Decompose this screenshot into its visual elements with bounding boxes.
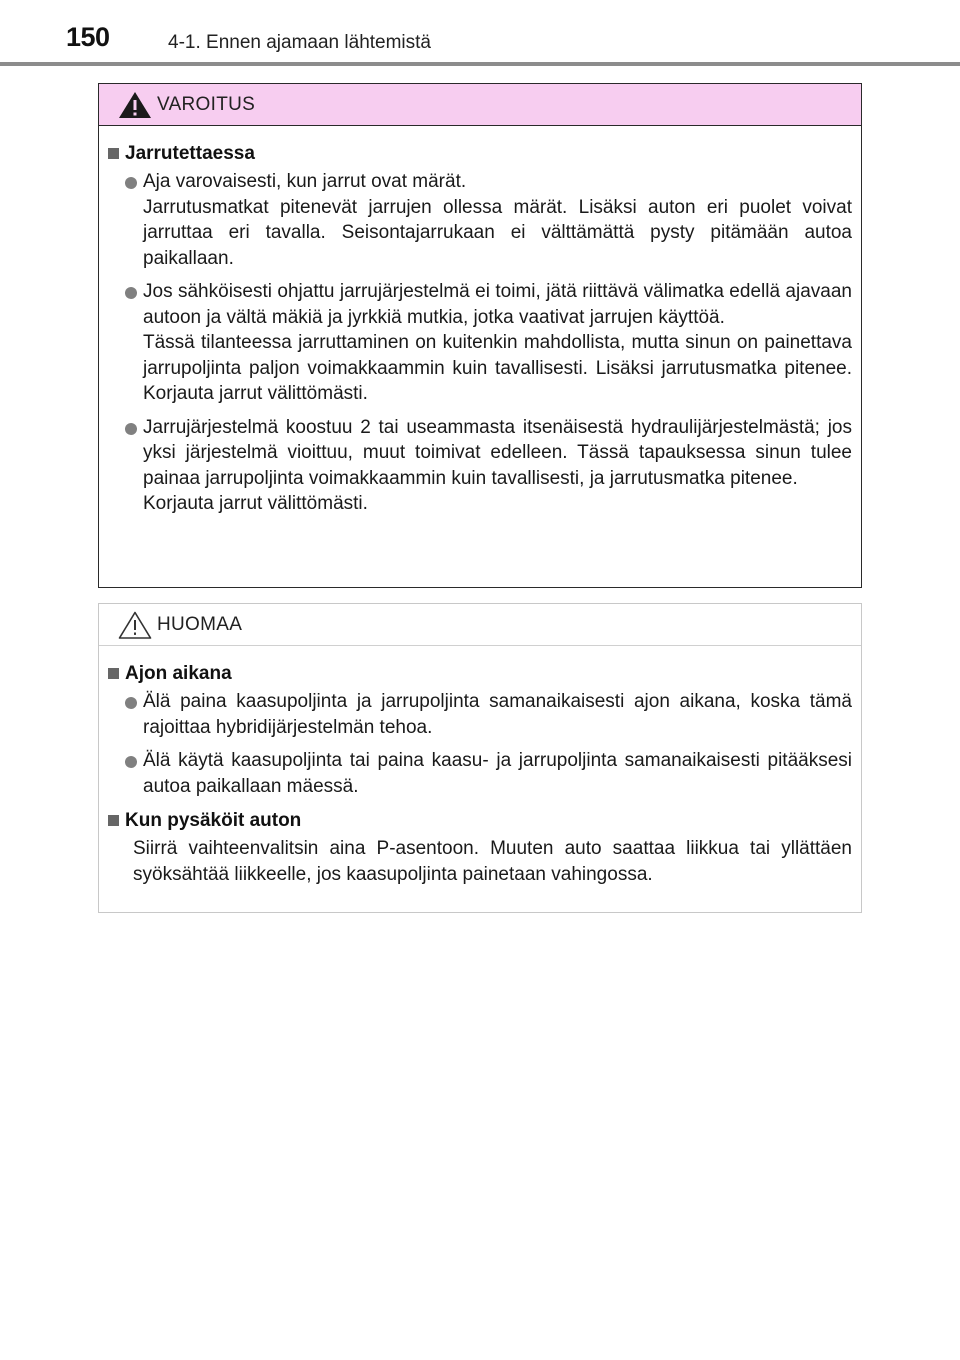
- item-line: Jarrutusmatkat pitenevät jarrujen ollessa märät. Lisäksi auton eri puolet voivat jarruttaa eri tavalla. Seisontajarrukaan ei välttämättä pysty pitämään autoa paikallaan.: [143, 196, 852, 269]
- warning-box: [98, 83, 862, 588]
- item-line: Siirrä vaihteenvalitsin aina P-asentoon. Muuten auto saattaa liikkua tai yllättäen syöksähtää liikkeelle, jos kaasupoljinta painetaan vahingossa.: [133, 838, 852, 885]
- dot-bullet-icon: [125, 287, 137, 299]
- square-bullet-icon: [108, 668, 119, 679]
- section-heading: Kun pysäköit auton: [108, 807, 852, 834]
- item-line: Jarrujärjestelmä koostuu 2 tai useammasta itsenäisestä hydraulijärjestelmästä; jos yksi järjestelmä vioittuu, muut toimivat edelleen. Tässä tapauksessa sinun tulee painaa jarrupoljinta voimakkaammin kuin tavallisesti, ja jarrutusmatka pitenee.: [143, 416, 852, 489]
- section-heading: Ajon aikana: [108, 660, 852, 687]
- dot-bullet-icon: [125, 756, 137, 768]
- item-line: Älä käytä kaasupoljinta tai paina kaasu- ja jarrupoljinta samanaikaisesti pitääksesi autoa paikallaan mäessä.: [143, 750, 852, 797]
- notice-box-header: [99, 604, 861, 646]
- item-line: Jos sähköisesti ohjattu jarrujärjestelmä ei toimi, jätä riittävä välimatka edellä ajavaan autoon ja vältä mäkiä ja jyrkkiä mutkia, jotka vaativat jarrujen käyttöä.: [143, 281, 852, 328]
- section-heading: Jarrutettaessa: [108, 140, 852, 167]
- notice-box: [98, 603, 862, 913]
- notice-box-body: [99, 646, 861, 887]
- list-item: [108, 169, 852, 271]
- page-header: [0, 0, 960, 70]
- item-line: Korjauta jarrut välittömästi.: [143, 493, 368, 514]
- warning-triangle-filled-icon: [117, 90, 153, 120]
- square-bullet-icon: [108, 148, 119, 159]
- warning-label: VAROITUS: [157, 94, 256, 115]
- item-line: Aja varovaisesti, kun jarrut ovat märät.: [143, 171, 467, 192]
- warning-box-header: [99, 84, 861, 126]
- list-item: [108, 279, 852, 407]
- notice-label: HUOMAA: [157, 614, 243, 635]
- item-line: Tässä tilanteessa jarruttaminen on kuitenkin mahdollista, mutta sinun on painettava jarrupoljinta paljon voimakkaammin kuin tavallisesti. Lisäksi jarrutusmatka pitenee. Korjauta jarrut välittömästi.: [143, 332, 852, 404]
- list-item: [108, 689, 852, 740]
- header-rule: [0, 62, 960, 66]
- list-item: [108, 748, 852, 799]
- page-number: 150: [66, 22, 110, 52]
- warning-box-body: [99, 126, 861, 517]
- warning-triangle-outline-icon: [117, 610, 153, 640]
- square-bullet-icon: [108, 815, 119, 826]
- dot-bullet-icon: [125, 177, 137, 189]
- list-item: [108, 415, 852, 517]
- section-title: 4-1. Ennen ajamaan lähtemistä: [168, 32, 431, 53]
- dot-bullet-icon: [125, 697, 137, 709]
- item-line: Älä paina kaasupoljinta ja jarrupoljinta samanaikaisesti ajon aikana, koska tämä rajoittaa hybridijärjestelmän tehoa.: [143, 691, 852, 738]
- section-text: [108, 836, 852, 887]
- dot-bullet-icon: [125, 423, 137, 435]
